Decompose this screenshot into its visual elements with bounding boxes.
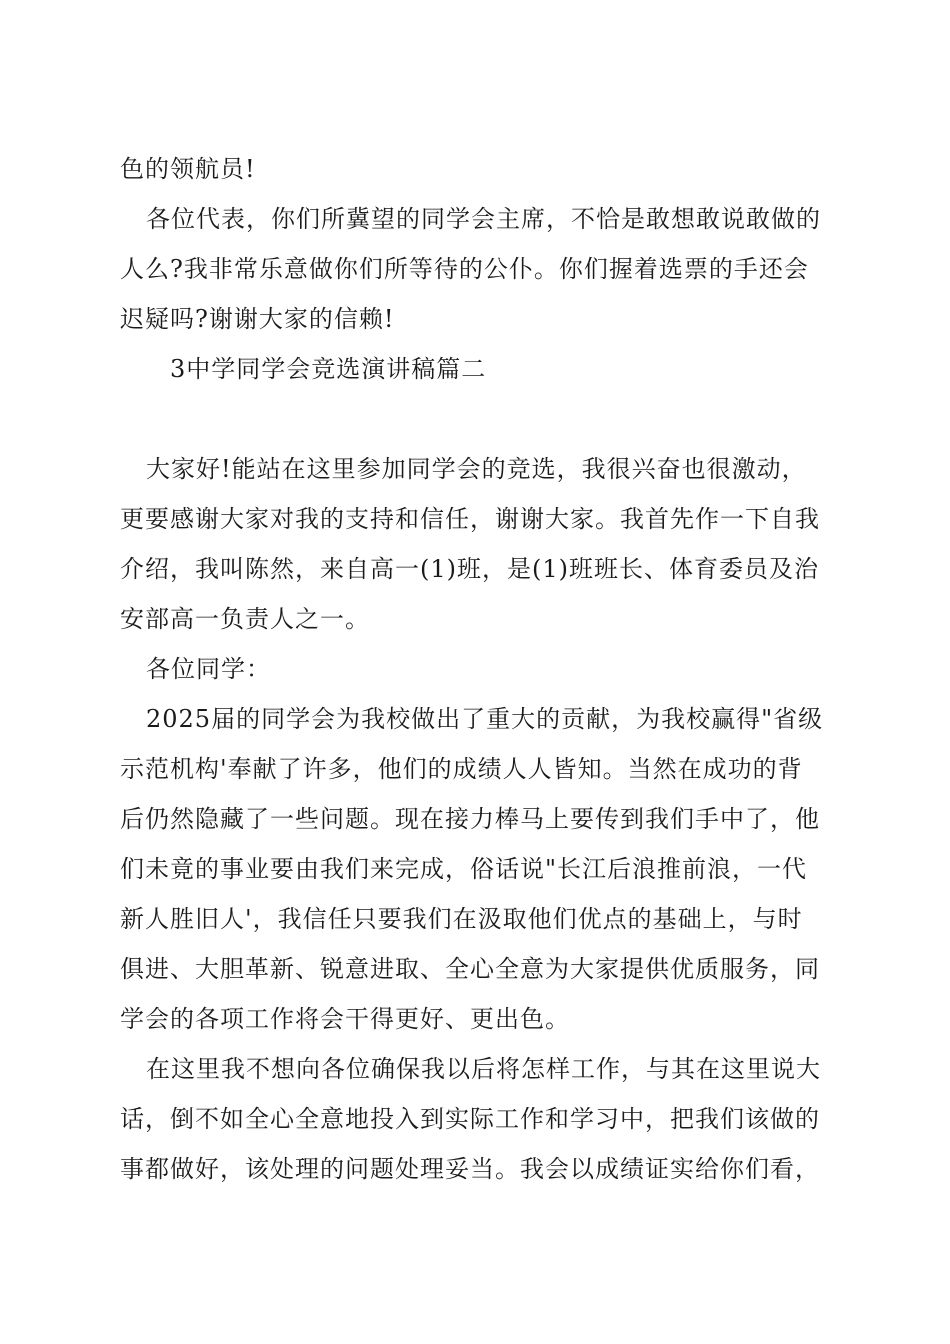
text-line: 事都做好，该处理的问题处理妥当。我会以成绩证实给你们看， [120, 1155, 820, 1183]
text-line: 介绍，我叫陈然，来自高一(1)班，是(1)班班长、体育委员及治 [120, 555, 819, 583]
text-line: 人么?我非常乐意做你们所等待的公仆。你们握着选票的手还会 [120, 255, 809, 283]
salutation: 各位同学： [146, 655, 271, 683]
text-line: 学会的各项工作将会干得更好、更出色。 [120, 1005, 570, 1033]
text-line: 色的领航员! [120, 155, 256, 183]
paragraph-start: 2025届的同学会为我校做出了重大的贡献，为我校赢得"省级 [146, 705, 824, 733]
text-line: 们未竟的事业要由我们来完成，俗话说"长江后浪推前浪，一代 [120, 855, 808, 883]
text-line: 后仍然隐藏了一些问题。现在接力棒马上要传到我们手中了，他 [120, 805, 820, 833]
paragraph-start: 大家好!能站在这里参加同学会的竞选，我很兴奋也很激动， [146, 455, 807, 483]
text-line: 新人胜旧人'，我信任只要我们在汲取他们优点的基础上，与时 [120, 905, 803, 933]
text-line: 俱进、大胆革新、锐意进取、全心全意为大家提供优质服务，同 [120, 955, 820, 983]
text-line: 迟疑吗?谢谢大家的信赖! [120, 305, 395, 333]
text-line: 示范机构'奉献了许多，他们的成绩人人皆知。当然在成功的背 [120, 755, 803, 783]
section-heading: 3中学同学会竞选演讲稿篇二 [170, 355, 487, 383]
text-line: 话，倒不如全心全意地投入到实际工作和学习中，把我们该做的 [120, 1105, 820, 1133]
paragraph-start: 各位代表，你们所冀望的同学会主席，不恰是敢想敢说敢做的 [146, 205, 821, 233]
text-line: 更要感谢大家对我的支持和信任，谢谢大家。我首先作一下自我 [120, 505, 820, 533]
paragraph-start: 在这里我不想向各位确保我以后将怎样工作，与其在这里说大 [146, 1055, 821, 1083]
text-line: 安部高一负责人之一。 [120, 605, 370, 633]
